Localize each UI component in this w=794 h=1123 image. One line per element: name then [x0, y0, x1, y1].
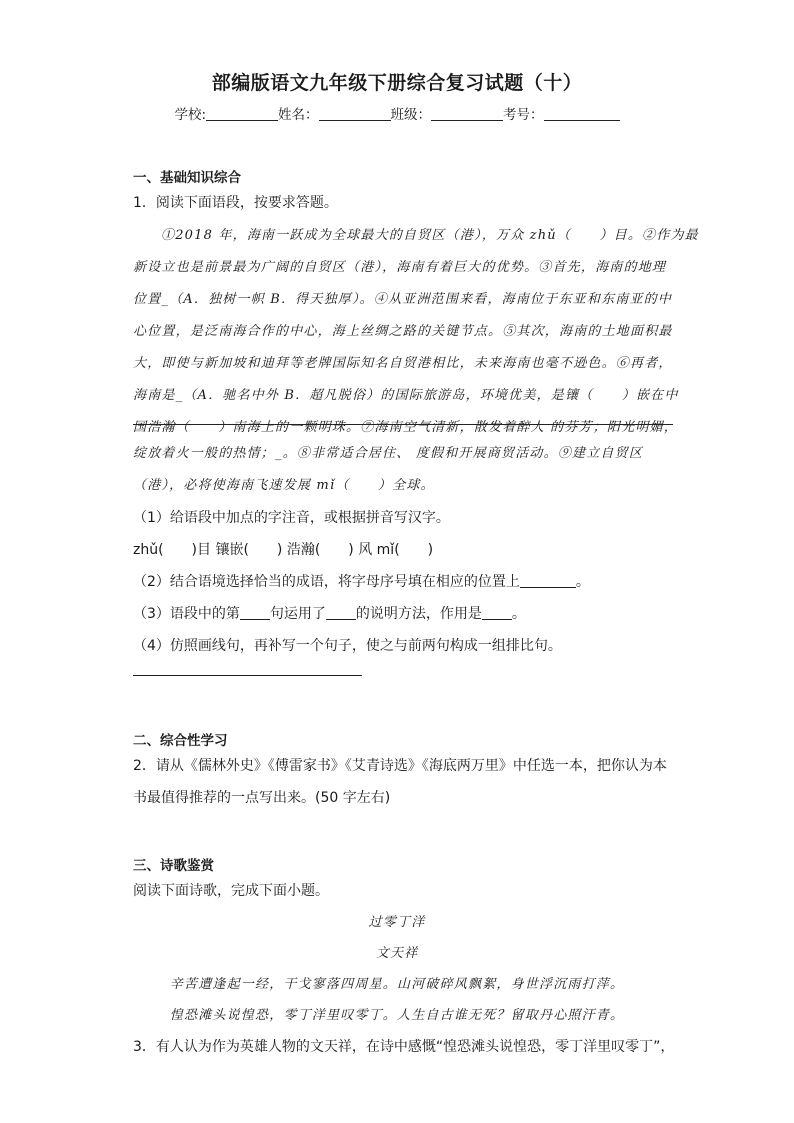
question-1: 1．阅读下面语段，按要求答题。: [133, 195, 338, 211]
passage-line-1: ①2018 年，海南一跃成为全球最大的自贸区（港），万众 zhǔ（ ）目。②作为最: [161, 228, 699, 243]
question-2-line-2: 书最值得推荐的一点写出来。(50 字左右): [133, 790, 391, 806]
sub2-blank[interactable]: [520, 573, 576, 588]
passage-line-8: 绽放着火一般的热情；_。⑧非常适合居住、 度假和开展商贸活动。⑨建立自贸区: [133, 446, 644, 461]
question-3: 3．有人认为作为英雄人物的文天祥，在诗中感慨“惶恐滩头说惶恐，零丁洋里叹零丁”，: [133, 1039, 675, 1055]
passage-line-6: 海南是_（A．驰名中外 B．超凡脱俗）的国际旅游岛，环境优美，是镶（ ）嵌在中: [133, 388, 679, 403]
school-label: 学校:: [174, 107, 207, 123]
passage-line-3: 位置_（A．独树一帜 B．得天独厚）。④从亚洲范围来看，海南位于东亚和东南亚的中: [133, 292, 673, 307]
sub2-text: （2）结合语境选择恰当的成语，将字母序号填在相应的位置上: [133, 574, 520, 590]
student-info-line: [0, 103, 794, 123]
sub3-text-d: 。: [511, 606, 526, 622]
sub3-text-a: （3）语段中的第: [133, 606, 240, 622]
poem-line-1: 辛苦遭逢起一经，干戈寥落四周星。山河破碎风飘絮，身世浮沉雨打萍。: [169, 977, 625, 992]
sub-question-2: [133, 571, 590, 591]
page-title: 部编版语文九年级下册综合复习试题（十）: [211, 72, 583, 94]
sub3-text-c: 的说明方法，作用是: [355, 606, 482, 622]
name-blank[interactable]: [319, 106, 391, 121]
passage-line-9: （港），必将使海南飞速发展 mǐ（ ）全球。: [133, 478, 435, 493]
passage-line-2: 新设立也是前景最为广阔的自贸区（港），海南有着巨大的优势。③首先，海南的地理: [133, 260, 667, 275]
poem-intro: 阅读下面诗歌，完成下面小题。: [133, 883, 329, 899]
name-label: 姓名：: [278, 107, 319, 123]
exam-no-label: 考号：: [503, 107, 544, 123]
class-blank[interactable]: [431, 106, 503, 121]
sub-question-4: （4）仿照画线句，再补写一个句子，使之与前两句构成一组排比句。: [133, 638, 562, 654]
school-blank[interactable]: [206, 106, 278, 121]
section2-heading: 二、综合性学习: [133, 733, 228, 749]
sub2-end: 。: [575, 574, 590, 590]
poem-line-2: 惶恐滩头说惶恐，零丁洋里叹零丁。人生自古谁无死？留取丹心照汗青。: [169, 1008, 625, 1023]
passage-line-7: 国浩瀚（ ）南海上的一颗明珠。⑦海南空气清新，散发着醉人 的芬芳；阳光明媚，: [133, 420, 678, 435]
sub3-blank-3[interactable]: [482, 605, 512, 620]
passage-line-5: 大，即使与新加坡和迪拜等老牌国际知名自贸港相比，未来海南也毫不逊色。⑥再者，: [133, 356, 673, 371]
exam-no-blank[interactable]: [544, 106, 620, 121]
poem-title: 过零丁洋: [368, 915, 426, 930]
question-2-line-1: 2．请从《儒林外史》《傅雷家书》《艾青诗选》《海底两万里》中任选一本，把你认为本: [133, 758, 667, 774]
passage-line-4: 心位置，是泛南海合作的中心，海上丝绸之路的关键节点。⑤其次，海南的土地面积最: [133, 324, 673, 339]
underline-sentence-7: [133, 424, 673, 425]
sub-question-1: （1）给语段中加点的字注音，或根据拼音写汉字。: [133, 510, 450, 526]
poem-author: 文天祥: [375, 946, 419, 961]
class-label: 班级：: [390, 107, 432, 123]
section1-heading: 一、基础知识综合: [133, 170, 241, 186]
sub-question-3: [133, 603, 526, 623]
section3-heading: 三、诗歌鉴赏: [133, 858, 214, 874]
pinyin-blanks-line: zhǔ( )目 镶嵌( ) 浩瀚( ) 风 mǐ( ): [133, 542, 434, 558]
answer-line[interactable]: [133, 675, 362, 676]
sub3-blank-1[interactable]: [240, 605, 270, 620]
sub3-text-b: 句运用了: [269, 606, 326, 622]
sub3-blank-2[interactable]: [326, 605, 356, 620]
